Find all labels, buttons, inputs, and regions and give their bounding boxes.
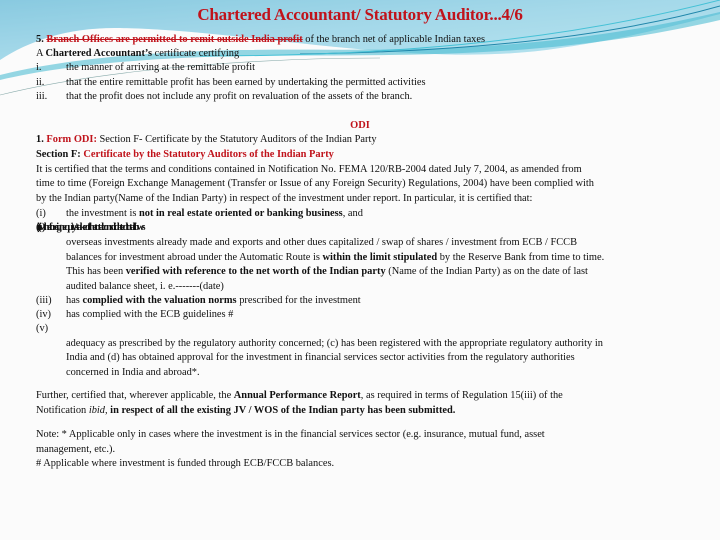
certification-para-line: by the Indian party(Name of the Indian Party) in respect of the investment under report. In particular, it is certified that:: [36, 193, 533, 204]
odi-item-v-line: concerned in India and abroad*.: [66, 367, 200, 378]
note-line: Note: * Applicable only in cases where the investment is in the financial services sector (e.g. insurance, mutual fund, asset: [36, 429, 545, 440]
odi-item-v: (v): [36, 323, 49, 334]
odi-item-v-line: India and (d) has obtained approval for the investment in financial services sector activities from the regulatory authorities: [66, 352, 575, 363]
form-odi-line: 1. Form ODI: Section F- Certificate by the Statutory Auditors of the Indian Party: [36, 134, 377, 145]
slide-title: Chartered Accountant/ Statutory Auditor...4/6: [197, 5, 523, 24]
section5-intro: A Chartered Accountant’s certificate certifying: [36, 48, 240, 59]
odi-item-ii-line: This has been verified with reference to the net worth of the Indian party (Name of the Indian Party) as on the date of last: [66, 266, 588, 277]
note-line: # Applicable where investment is funded through ECB/FCCB balances.: [36, 458, 335, 469]
odi-heading: ODI: [350, 120, 370, 131]
section5-item: i. the manner of arriving at the remittable profit: [36, 62, 255, 73]
odi-item-ii-line: audited balance sheet, i. e.-------(date): [66, 281, 224, 292]
further-certified-line: Further, certified that, wherever applicable, the Annual Performance Report, as required in terms of Regulation 15(iii) of the: [36, 390, 563, 401]
odi-item-i: (i) the investment is not in real estate oriented or banking business, and: [36, 208, 363, 219]
certification-para-line: It is certified that the terms and conditions contained in Notification No. FEMA 120/RB-2004 dated July 7, 2004, as amended from: [36, 164, 582, 175]
odi-item-ii-line: overseas investments already made and exports and other dues capitalized / swap of shares / investment from ECB / FCCB: [66, 237, 578, 248]
section5-item: ii. that the entire remittable profit has been earned by undertaking the permitted activities: [36, 77, 426, 88]
odi-item-ii-line: balances for investment abroad under the Automatic Route is within the limit stipulated by the Reserve Bank from time to time.: [66, 252, 605, 263]
section5-heading: 5. Branch Offices are permitted to remit outside India profit of the branch net of applicable Indian taxes: [36, 34, 486, 45]
odi-item-iv: (iv) has complied with the ECB guidelines #: [36, 309, 234, 320]
certification-para-line: time to time (Foreign Exchange Management (Transfer or Issue of any Foreign Security) Regulations, 2004) have been complied with: [36, 178, 594, 189]
odi-item-iii: (iii) has complied with the valuation norms prescribed for the investment: [36, 295, 361, 306]
section5-item: iii. that the profit does not include any profit on revaluation of the assets of the branch.: [36, 91, 413, 102]
odi-item-v-line: adequacy as prescribed by the regulatory authority concerned; (c) has been registered with the appropriate regulatory authority in: [66, 338, 603, 349]
section5-heading-red: Branch Offices are permitted to remit outside India profit: [46, 34, 303, 45]
further-certified-line: Notification ibid, in respect of all the existing JV / WOS of the Indian party has been submitted.: [36, 405, 456, 416]
overlapped-garbled-line: (ii)(iv)the foreign equity/stake of the total consolidated total flows: [36, 222, 143, 233]
note-line: management, etc.).: [36, 444, 116, 455]
section-f-line: Section F: Certificate by the Statutory Auditors of the Indian Party: [36, 149, 334, 160]
